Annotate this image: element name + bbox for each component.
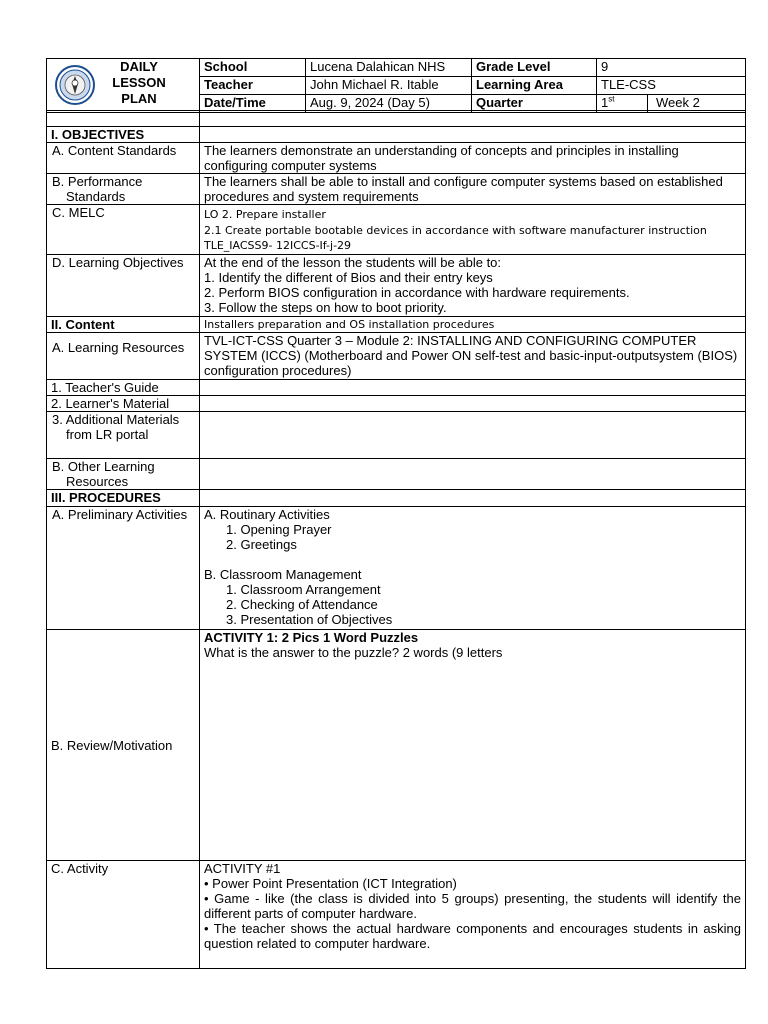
learners-material-value [200, 396, 746, 412]
learning-objectives-label: D. Learning Objectives [47, 255, 200, 317]
preliminary-label: A. Preliminary Activities [47, 507, 200, 630]
performance-standards-text: The learners shall be able to install and configure computer systems based on established procedures and system requirements [200, 174, 746, 205]
teachers-guide-label: 1. Teacher's Guide [47, 380, 200, 396]
additional-materials-value [200, 412, 746, 459]
header-table [46, 58, 746, 113]
melc-line-1: LO 2. Prepare installer [204, 208, 326, 221]
review-question: What is the answer to the puzzle? 2 words (9 letters [204, 645, 503, 660]
lesson-table [46, 110, 746, 969]
preliminary-text [200, 507, 746, 630]
content-standards-label: A. Content Standards [47, 143, 200, 174]
quarter-number: 1 [601, 95, 609, 110]
title-line-1: DAILY [120, 59, 158, 74]
performance-standards-label: B. Performance Standards [47, 174, 200, 205]
content-standards-text: The learners demonstrate an understanding of concepts and principles in installing configuring computer systems [200, 143, 746, 174]
quarter-label: Quarter [472, 95, 597, 113]
review-text [200, 630, 746, 861]
learners-material-label: 2. Learner's Material [47, 396, 200, 412]
activity-bullet: • The teacher shows the actual hardware components and encourages students in asking question related to computer hardware. [204, 921, 741, 951]
date-time-label: Date/Time [200, 95, 306, 113]
management-item: 3. Presentation of Objectives [226, 612, 393, 627]
section-objectives: I. OBJECTIVES [47, 127, 200, 143]
melc-line-2: 2.1 Create portable bootable devices in accordance with software manufacturer instruction [204, 224, 707, 237]
learning-objectives-line-3: 2. Perform BIOS configuration in accordance with hardware requirements. [204, 285, 630, 300]
routinary-list [226, 522, 741, 552]
week-value: Week 2 [648, 95, 746, 113]
activity-label: C. Activity [47, 861, 200, 969]
activity-text [200, 861, 746, 969]
management-heading: B. Classroom Management [204, 567, 362, 582]
date-time-value: Aug. 9, 2024 (Day 5) [306, 95, 472, 113]
section-content: II. Content [47, 317, 200, 333]
objectives-empty-cell [200, 127, 746, 143]
learning-area-value: TLE-CSS [597, 77, 746, 95]
spacer-row-left [47, 111, 200, 127]
content-text: Installers preparation and OS installation procedures [200, 317, 746, 333]
school-label: School [200, 59, 306, 77]
learning-objectives-text [200, 255, 746, 317]
school-value: Lucena Dalahican NHS [306, 59, 472, 77]
learning-area-label: Learning Area [472, 77, 597, 95]
learning-objectives-line-1: At the end of the lesson the students will be able to: [204, 255, 502, 270]
school-seal-icon [55, 65, 95, 105]
other-resources-value [200, 459, 746, 490]
management-item: 2. Checking of Attendance [226, 597, 378, 612]
activity-bullet: • Power Point Presentation (ICT Integration) [204, 876, 457, 891]
teacher-value: John Michael R. Itable [306, 77, 472, 95]
routinary-item: 2. Greetings [226, 537, 297, 552]
teacher-label: Teacher [200, 77, 306, 95]
title-cell [47, 59, 200, 113]
additional-materials-label: 3. Additional Materials from LR portal [47, 412, 200, 459]
spacer-row-right [200, 111, 746, 127]
procedures-empty-cell [200, 490, 746, 507]
teachers-guide-value [200, 380, 746, 396]
title-line-3: PLAN [121, 91, 157, 106]
quarter-suffix: st [608, 94, 615, 104]
grade-level-value: 9 [597, 59, 746, 77]
melc-text [200, 205, 746, 255]
activity-heading: ACTIVITY #1 [204, 861, 281, 876]
section-procedures: III. PROCEDURES [47, 490, 200, 507]
routinary-item: 1. Opening Prayer [226, 522, 332, 537]
management-list [226, 582, 741, 627]
grade-level-label: Grade Level [472, 59, 597, 77]
melc-label: C. MELC [47, 205, 200, 255]
review-heading: ACTIVITY 1: 2 Pics 1 Word Puzzles [204, 630, 419, 645]
melc-line-3: TLE_IACSS9- 12ICCS-If-j-29 [204, 239, 352, 252]
other-resources-label: B. Other Learning Resources [47, 459, 200, 490]
learning-objectives-line-4: 3. Follow the steps on how to boot priority. [204, 300, 447, 315]
routinary-heading: A. Routinary Activities [204, 507, 330, 522]
learning-resources-label: A. Learning Resources [47, 333, 200, 380]
activity-bullet: • Game - like (the class is divided into 5 groups) presenting, the students will identify the different parts of computer hardware. [204, 891, 741, 921]
title-line-2: LESSON [112, 75, 166, 90]
management-item: 1. Classroom Arrangement [226, 582, 381, 597]
learning-resources-text: TVL-ICT-CSS Quarter 3 – Module 2: INSTALLING AND CONFIGURING COMPUTER SYSTEM (ICCS) (Motherboard and Power ON self-test and basic-input-outputsystem (BIOS) configuration procedures) [200, 333, 746, 380]
learning-objectives-line-2: 1. Identify the different of Bios and their entry keys [204, 270, 493, 285]
review-label: B. Review/Motivation [47, 630, 200, 861]
